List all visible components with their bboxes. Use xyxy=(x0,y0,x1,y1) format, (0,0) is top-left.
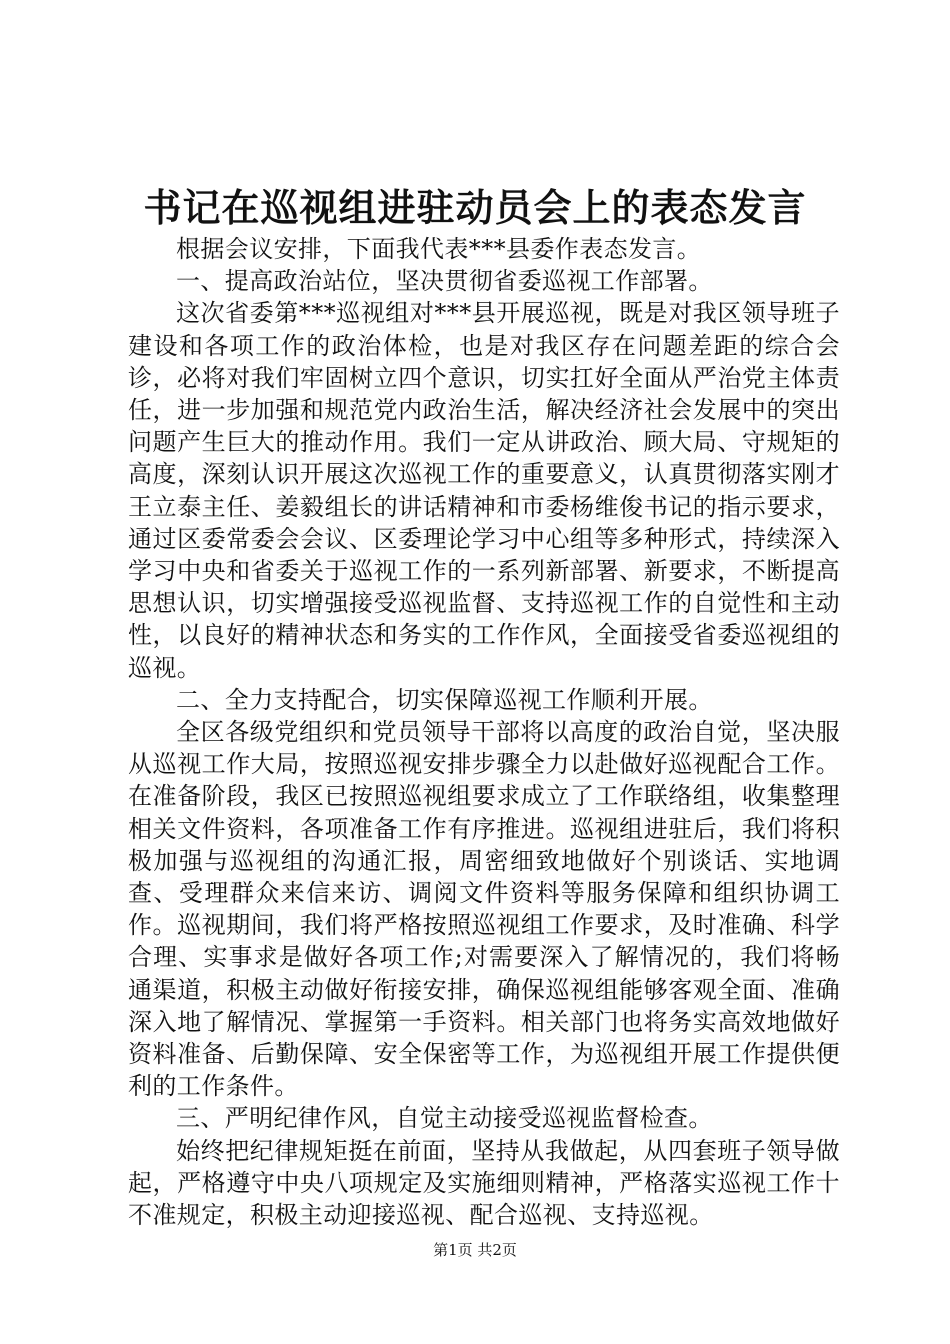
section-heading-3: 三、严明纪律作风，自觉主动接受巡视监督检查。 xyxy=(176,1104,713,1133)
paragraph-intro: 根据会议安排，下面我代表***县委作表态发言。 xyxy=(176,235,702,263)
paragraph-section-2: 全区各级党组织和党员领导干部将以高度的政治自觉，坚决服从巡视工作大局，按照巡视安排步骤全力以赴做好巡视配合工作。在准备阶段，我区已按照巡视组要求成立了工作联络组，收集整理相关文件资料，各项准备工作有序推进。巡视组进驻后，我们将积极加强与巡视组的沟通汇报，周密细致地做好个别谈话、实地调查、受理群众来信来访、调阅文件资料等服务保障和组织协调工作。巡视期间，我们将严格按照巡视组工作要求，及时准确、科学合理、实事求是做好各项工作;对需要深入了解情况的，我们将畅通渠道，积极主动做好衔接安排，确保巡视组能够客观全面、准确深入地了解情况、掌握第一手资料。相关部门也将务实高效地做好资料准备、后勤保障、安全保密等工作，为巡视组开展工作提供便利的工作条件。 xyxy=(128,718,840,1101)
document-title: 书记在巡视组进驻动员会上的表态发言 xyxy=(143,185,807,230)
page-number-footer: 第1页 共2页 xyxy=(433,1241,517,1259)
section-heading-1: 一、提高政治站位，坚决贯彻省委巡视工作部署。 xyxy=(176,267,713,296)
paragraph-section-1: 这次省委第***巡视组对***县开展巡视，既是对我区领导班子建设和各项工作的政治体检，也是对我区存在问题差距的综合会诊，必将对我们牢固树立四个意识，切实扛好全面从严治党主体责任，进一步加强和规范党内政治生活，解决经济社会发展中的突出问题产生巨大的推动作用。我们一定从讲政治、顾大局、守规矩的高度，深刻认识开展这次巡视工作的重要意义，认真贯彻落实刚才王立泰主任、姜毅组长的讲话精神和市委杨维俊书记的指示要求，通过区委常委会会议、区委理论学习中心组等多种形式，持续深入学习中央和省委关于巡视工作的一系列新部署、新要求，不断提高思想认识，切实增强接受巡视监督、支持巡视工作的自觉性和主动性，以良好的精神状态和务实的工作作风，全面接受省委巡视组的巡视。 xyxy=(128,299,840,682)
section-heading-2: 二、全力支持配合，切实保障巡视工作顺利开展。 xyxy=(176,685,713,714)
paragraph-section-3: 始终把纪律规矩挺在前面，坚持从我做起，从四套班子领导做起，严格遵守中央八项规定及实施细则精神，严格落实巡视工作十不准规定，积极主动迎接巡视、配合巡视、支持巡视。 xyxy=(128,1136,840,1230)
document-body xyxy=(128,233,840,1231)
